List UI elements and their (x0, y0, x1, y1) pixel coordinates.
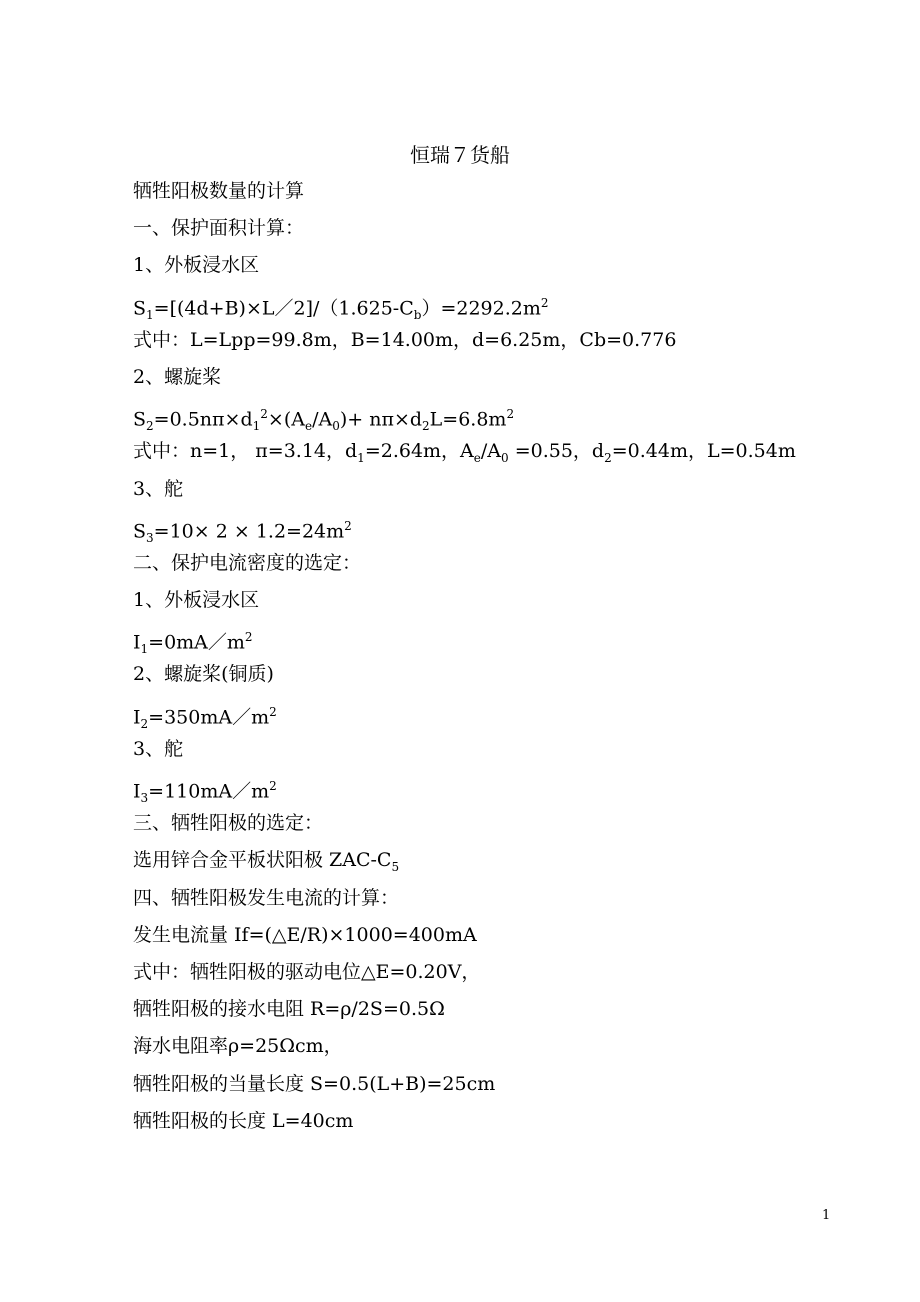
text-segment: I (133, 631, 141, 654)
subscript: 2 (422, 419, 430, 434)
subscript: 1 (252, 419, 261, 434)
text-line (133, 362, 893, 399)
document-title: 恒瑞７货船 (410, 143, 510, 167)
subscript: 5 (391, 860, 400, 875)
subscript: 0 (332, 419, 340, 434)
text-line (133, 436, 893, 473)
text-segment: I (133, 705, 141, 728)
text-line (133, 734, 893, 771)
subscript: 1 (140, 642, 149, 657)
subscript: e (473, 451, 481, 466)
text-segment: 选用锌合金平板状阳极 ZAC-C (133, 849, 392, 872)
text-segment: 式中：牺牲阳极的驱动电位△E=0.20V， (133, 960, 481, 983)
text-segment: =[(4d+B)×L／2]/（1.625-C (153, 296, 414, 319)
text-segment: 牺牲阳极的长度 L=40cm (133, 1109, 354, 1132)
text-segment: 二、保护电流密度的选定： (133, 551, 362, 574)
text-segment: S (133, 408, 147, 431)
subscript: 2 (140, 716, 149, 731)
text-segment: L=6.8m (429, 408, 507, 431)
superscript: 2 (244, 630, 253, 645)
superscript: 2 (260, 407, 268, 422)
text-segment: I (133, 780, 141, 803)
text-segment: =0mA／m (148, 631, 245, 654)
text-segment: 牺牲阳极的接水电阻 R=ρ/2S=0.5Ω (133, 998, 445, 1021)
text-segment: =2.64m，A (364, 440, 474, 463)
text-segment: 三、牺牲阳极的选定： (133, 812, 324, 835)
text-line (133, 771, 893, 808)
text-segment: 1、外板浸水区 (133, 589, 260, 612)
text-segment: 3、舵 (133, 737, 184, 760)
text-line (133, 808, 893, 845)
text-line (133, 399, 893, 436)
text-segment: 3、舵 (133, 477, 184, 500)
superscript: 2 (269, 779, 277, 793)
text-segment: /A (312, 408, 333, 431)
page-number: 1 (822, 1208, 831, 1223)
superscript: 2 (540, 295, 549, 310)
document-body (133, 176, 893, 1143)
subscript: 0 (501, 451, 509, 466)
text-line (133, 920, 893, 957)
text-line (133, 1069, 893, 1106)
text-segment: =110mA／m (148, 780, 270, 803)
text-line (133, 1031, 893, 1068)
superscript: 2 (506, 407, 515, 422)
text-segment: 1、外板浸水区 (133, 254, 260, 277)
text-line (133, 250, 893, 287)
text-line (133, 622, 893, 659)
text-segment: 四、牺牲阳极发生电流的计算： (133, 886, 400, 909)
text-segment: =10× 2 × 1.2=24m (153, 520, 345, 543)
text-line (133, 883, 893, 920)
text-line (133, 325, 893, 362)
text-segment: S (133, 296, 147, 319)
text-segment: 海水电阻率ρ=25Ωcm， (133, 1035, 343, 1058)
text-segment: =0.44m，L=0.54m (611, 440, 796, 463)
subscript: 1 (146, 307, 154, 322)
subscript: b (413, 307, 422, 322)
text-segment: 发生电流量 If=(△E/R)×1000=400mA (133, 923, 477, 946)
text-line (133, 176, 893, 213)
text-line (133, 288, 893, 325)
text-line (133, 845, 893, 882)
text-segment: 一、保护面积计算： (133, 217, 305, 240)
text-segment: =0.5nπ×d (153, 408, 253, 431)
text-segment: 牺牲阳极数量的计算 (133, 180, 305, 202)
text-segment: ×(A (267, 408, 305, 431)
superscript: 2 (269, 704, 277, 719)
text-line (133, 1106, 893, 1143)
text-line (133, 213, 893, 250)
text-segment: )+ nπ×d (339, 408, 423, 431)
text-segment: 牺牲阳极的当量长度 S=0.5(L+B)=25cm (133, 1072, 496, 1095)
superscript: 2 (344, 518, 352, 533)
subscript: 3 (140, 791, 149, 806)
text-line (133, 511, 893, 548)
text-segment: 式中：n=1， π=3.14，d (133, 440, 358, 463)
text-line (133, 548, 893, 585)
text-line (133, 697, 893, 734)
text-segment: =350mA／m (148, 705, 270, 728)
subscript: 2 (146, 419, 154, 434)
text-segment: 2、螺旋桨 (133, 365, 222, 388)
subscript: e (304, 419, 313, 434)
subscript: 3 (146, 530, 154, 545)
text-segment: 式中：L=Lpp=99.8m，B=14.00m，d=6.25m，Cb=0.776 (133, 328, 677, 351)
text-line (133, 957, 893, 994)
text-line (133, 474, 893, 511)
text-segment: =0.55，d (508, 440, 605, 463)
text-segment: ）=2292.2m (421, 296, 541, 319)
text-segment: S (133, 520, 147, 543)
text-line (133, 994, 893, 1031)
text-segment: /A (480, 440, 502, 463)
text-line (133, 659, 893, 696)
text-segment: 2、螺旋桨(铜质) (133, 663, 274, 686)
subscript: 2 (604, 451, 612, 466)
text-line (133, 585, 893, 622)
subscript: 1 (357, 451, 365, 466)
